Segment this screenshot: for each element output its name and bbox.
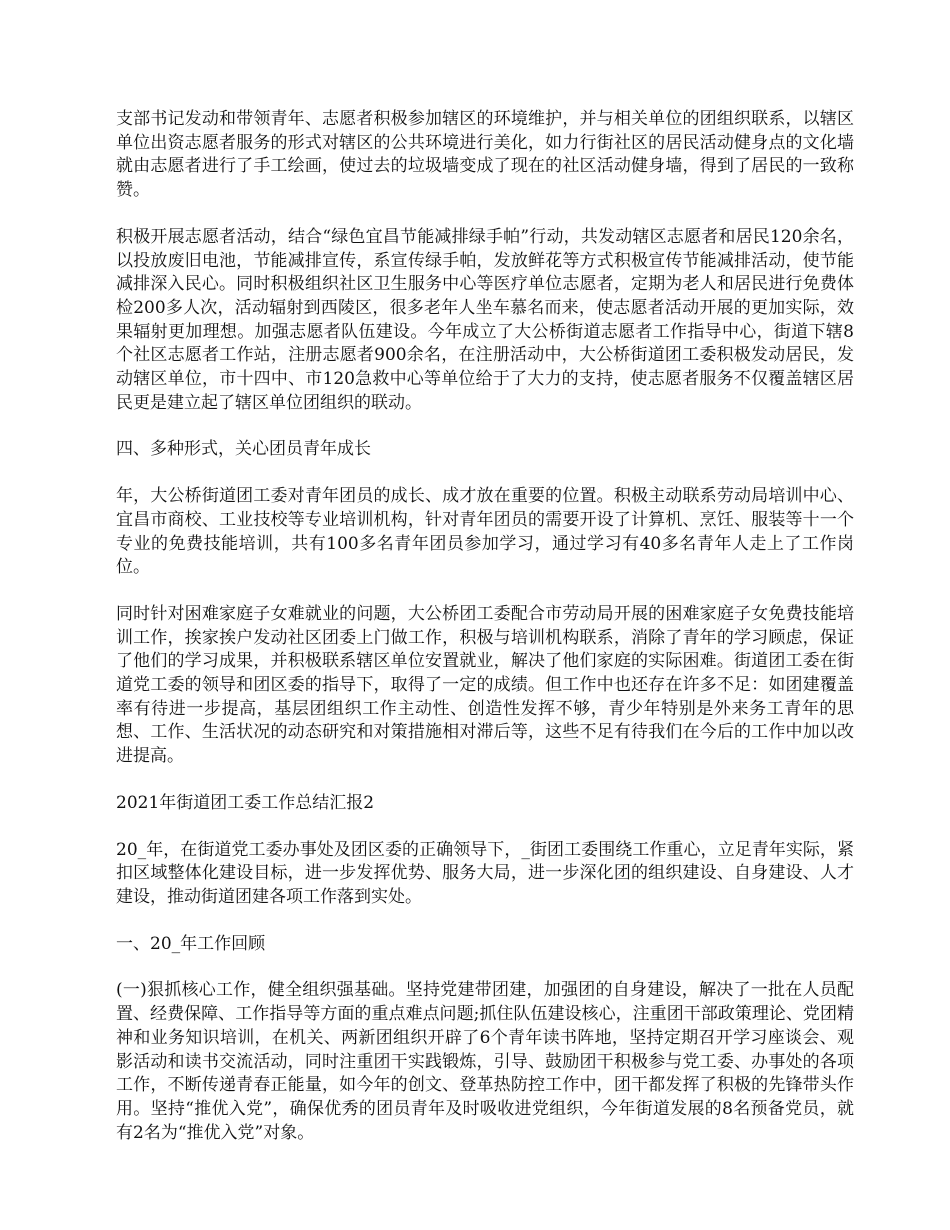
paragraph-employment-support: 同时针对困难家庭子女难就业的问题，大公桥团工委配合市劳动局开展的困难家庭子女免费技能培训工作，挨家挨户发动社区团委上门做工作，积极与培训机构联系，消除了青年的学习顾虑，保证了他们的学习成果，并积极联系辖区单位安置就业，解决了他们家庭的实际困难。街道团工委在街道党工委的领导和团区委的指导下，取得了一定的成绩。但工作中也还存在许多不足：如团建覆盖率有待进一步提高，基层团组织工作主动性、创造性发挥不够，青少年特别是外来务工青年的思想、工作、生活状况的动态研究和对策措施相对滞后等，这些不足有待我们在今后的工作中加以改进提高。 — [116, 603, 854, 767]
paragraph-volunteer-activities: 积极开展志愿者活动，结合“绿色宜昌节能减排绿手帕”行动，共发动辖区志愿者和居民120余名，以投放废旧电池，节能减排宣传，系宣传绿手帕，发放鲜花等方式积极宣传节能减排活动，使节能减排深入民心。同时积极组织社区卫生服务中心等医疗单位志愿者，定期为老人和居民进行免费体检200多人次，活动辐射到西陵区，很多老年人坐车慕名而来，使志愿者活动开展的更加实际，效果辐射更加理想。加强志愿者队伍建设。今年成立了大公桥街道志愿者工作指导中心，街道下辖8个社区志愿者工作站，注册志愿者900余名，在注册活动中，大公桥街道团工委积极发动居民，发动辖区单位，市十四中、市120急救中心等单位给于了大力的支持，使志愿者服务不仅覆盖辖区居民更是建立起了辖区单位团组织的联动。 — [116, 226, 854, 413]
report-title-2: 2021年街道团工委工作总结汇报2 — [116, 792, 375, 813]
paragraph-skills-training: 年，大公桥街道团工委对青年团员的成长、成才放在重要的位置。积极主动联系劳动局培训中心、宜昌市商校、工业技校等专业培训机构，针对青年团员的需要开设了计算机、烹饪、服装等十一个专业的免费技能培训，共有100多名青年团员参加学习，通过学习有40多名青年人走上了工作岗位。 — [116, 486, 854, 578]
paragraph-report-intro: 20_年，在街道党工委办事处及团区委的正确领导下，_街团工委围绕工作重心，立足青年实际，紧扣区域整体化建设目标，进一步发挥优势、服务大局，进一步深化团的组织建设、自身建设、人才建设，推动街道团建各项工作落到实处。 — [116, 839, 854, 907]
section-heading-work-review: 一、20_年工作回顾 — [116, 933, 266, 954]
section-heading-youth-growth: 四、多种形式，关心团员青年成长 — [116, 439, 371, 460]
document-page — [116, 108, 854, 1168]
paragraph-core-work: (一)狠抓核心工作，健全组织强基础。坚持党建带团建，加强团的自身建设，解决了一批在人员配置、经费保障、工作指导等方面的重点难点问题;抓住队伍建设核心，注重团干部政策理论、党团精神和业务知识培训，在机关、两新团组织开辟了6个青年读书阵地，坚持定期召开学习座谈会、观影活动和读书交流活动，同时注重团干实践锻炼，引导、鼓励团干积极参与党工委、办事处的各项工作，不断传递青春正能量，如今年的创文、登革热防控工作中，团干都发挥了积极的先锋带头作用。坚持“推优入党”，确保优秀的团员青年及时吸收进党组织，今年街道发展的8名预备党员，就有2名为“推优入党”对象。 — [116, 980, 854, 1143]
paragraph-environment-maintenance: 支部书记发动和带领青年、志愿者积极参加辖区的环境维护，并与相关单位的团组织联系，以辖区单位出资志愿者服务的形式对辖区的公共环境进行美化，如力行街社区的居民活动健身点的文化墙就由志愿者进行了手工绘画，使过去的垃圾墙变成了现在的社区活动健身墙，得到了居民的一致称赞。 — [116, 109, 854, 201]
